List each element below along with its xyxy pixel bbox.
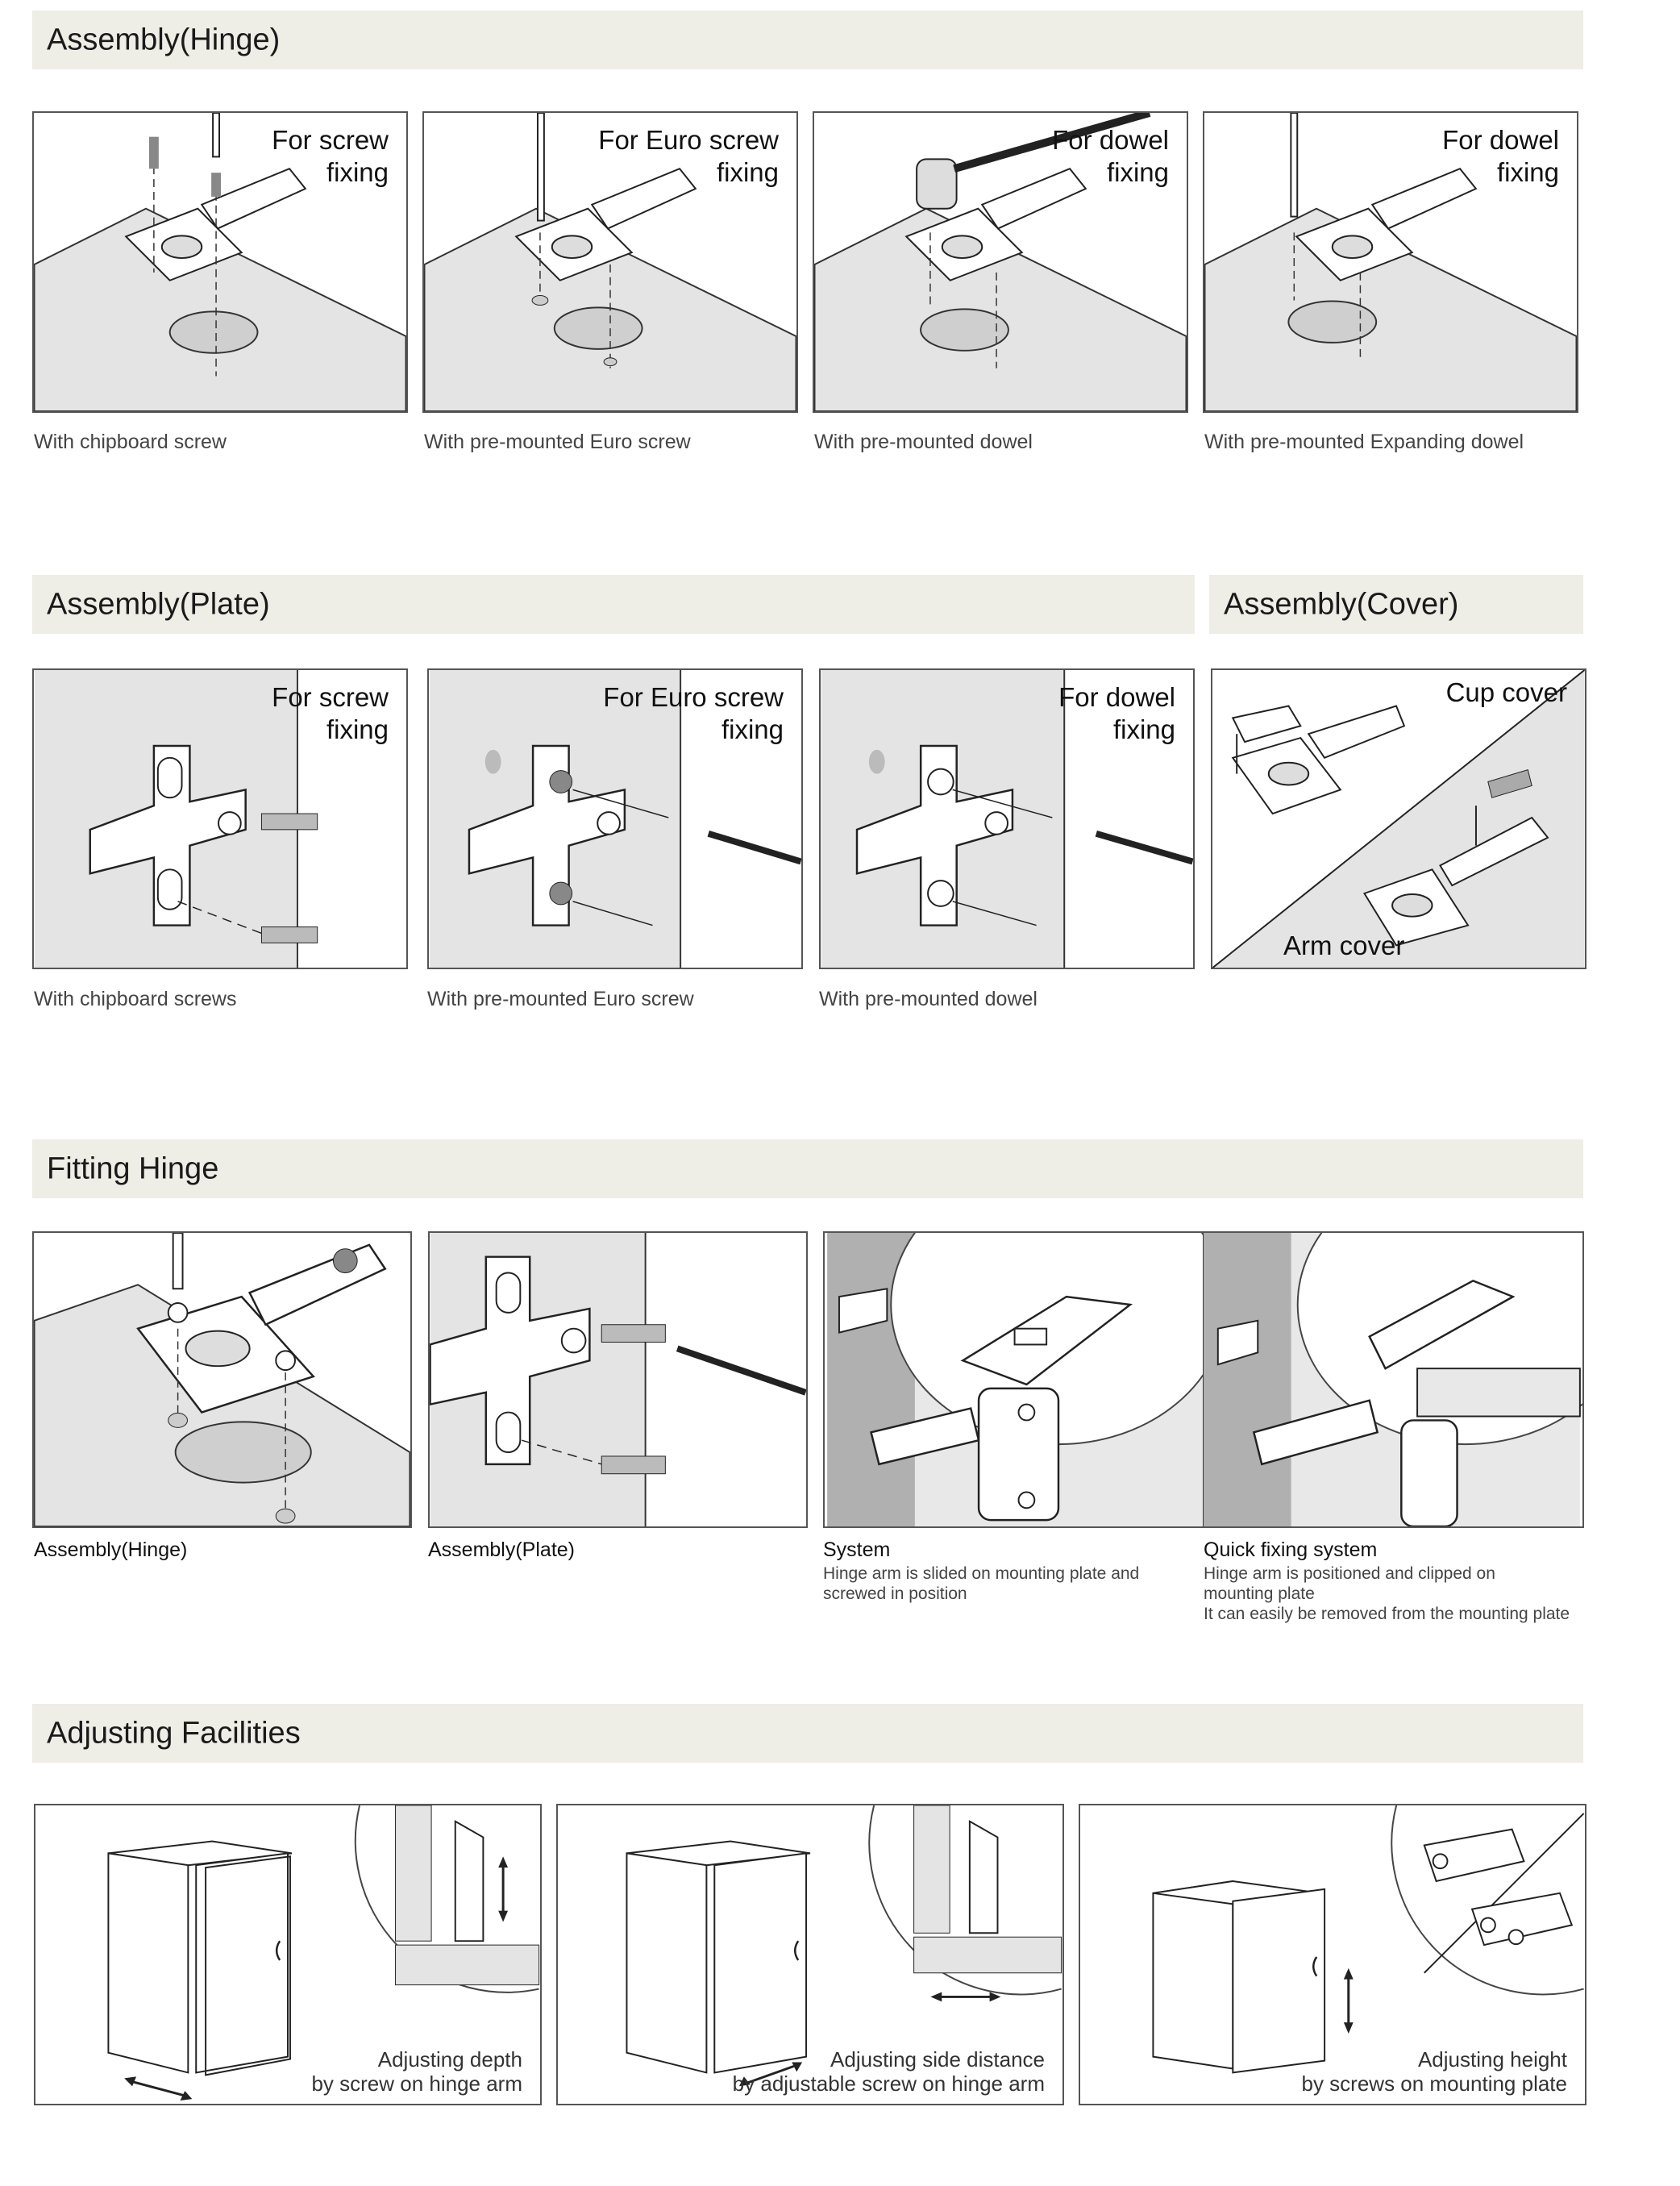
arm-cover-label: Arm cover — [1283, 931, 1405, 960]
caption-line: Adjusting depth — [377, 2047, 522, 2071]
panel-description-line: screwed in position — [823, 1584, 967, 1603]
section-banner-fitting-hinge — [32, 1139, 1583, 1198]
fitting-systems-illustration — [823, 1231, 1584, 1528]
adjusting-depth-illustration — [34, 1804, 542, 2105]
panel-caption: Quick fixing system — [1204, 1539, 1378, 1561]
section-title: Fitting Hinge — [47, 1151, 219, 1185]
section-title: Assembly(Hinge) — [47, 23, 281, 56]
caption-line: by screws on mounting plate — [1301, 2071, 1567, 2096]
adjusting-depth-caption — [311, 2047, 522, 2096]
section-title: Adjusting Facilities — [47, 1716, 301, 1750]
panel-corner-label: For dowel fixing — [1052, 125, 1169, 187]
hinge-screw-fixing-illustration — [32, 111, 408, 413]
caption-line: Adjusting height — [1417, 2047, 1567, 2071]
section-banner-adjusting-facilities — [32, 1704, 1583, 1763]
fitting-plate-assembly-illustration — [428, 1231, 808, 1528]
hinge-dowel-illustration — [813, 111, 1188, 413]
section-banner-assembly-cover — [1209, 575, 1583, 634]
caption-line: by screw on hinge arm — [311, 2071, 522, 2096]
fitting-hinge-assembly-illustration — [32, 1231, 412, 1528]
panel-corner-label: For Euro screw fixing — [603, 682, 784, 744]
section-title: Assembly(Plate) — [47, 587, 270, 621]
panel-corner-label: For screw fixing — [272, 682, 389, 744]
panel-corner-label: For dowel fixing — [1058, 682, 1175, 744]
panel-description-line: mounting plate — [1204, 1584, 1315, 1603]
panel-description-line: Hinge arm is slided on mounting plate and — [823, 1564, 1140, 1583]
panel-description-line: It can easily be removed from the mounting plate — [1204, 1605, 1570, 1623]
panel-corner-label: For dowel fixing — [1442, 125, 1559, 187]
panel-caption: Assembly(Plate) — [428, 1539, 575, 1561]
panel-caption: With pre-mounted Expanding dowel — [1204, 431, 1524, 453]
section-banner-assembly-hinge — [32, 10, 1583, 69]
panel-caption: With chipboard screw — [34, 431, 227, 453]
cup-cover-label: Cup cover — [1445, 677, 1567, 707]
panel-caption: System — [823, 1539, 891, 1561]
hinge-expanding-dowel-illustration — [1203, 111, 1578, 413]
cover-assembly-illustration — [1211, 668, 1586, 969]
caption-line: Adjusting side distance — [830, 2047, 1045, 2071]
caption-line: by adjustable screw on hinge arm — [732, 2071, 1045, 2096]
panel-caption: With pre-mounted dowel — [814, 431, 1033, 453]
plate-screw-fixing-illustration — [32, 668, 408, 969]
panel-description-line: Hinge arm is positioned and clipped on — [1204, 1564, 1495, 1583]
hinge-euro-screw-illustration — [422, 111, 798, 413]
section-banner-assembly-plate — [32, 575, 1195, 634]
panel-corner-label: For Euro screw fixing — [598, 125, 779, 187]
panel-caption: With pre-mounted dowel — [819, 988, 1038, 1010]
panel-caption: Assembly(Hinge) — [34, 1539, 188, 1561]
panel-caption: With pre-mounted Euro screw — [424, 431, 691, 453]
panel-caption: With chipboard screws — [34, 988, 237, 1010]
plate-dowel-illustration — [819, 668, 1195, 969]
adjusting-side-distance-illustration — [556, 1804, 1064, 2105]
adjusting-height-illustration — [1079, 1804, 1586, 2105]
plate-euro-screw-illustration — [427, 668, 803, 969]
section-title: Assembly(Cover) — [1224, 587, 1459, 621]
panel-caption: With pre-mounted Euro screw — [427, 988, 694, 1010]
adjusting-side-distance-caption — [733, 2047, 1045, 2096]
panel-corner-label: For screw fixing — [272, 125, 389, 187]
adjusting-height-caption — [1301, 2047, 1567, 2096]
